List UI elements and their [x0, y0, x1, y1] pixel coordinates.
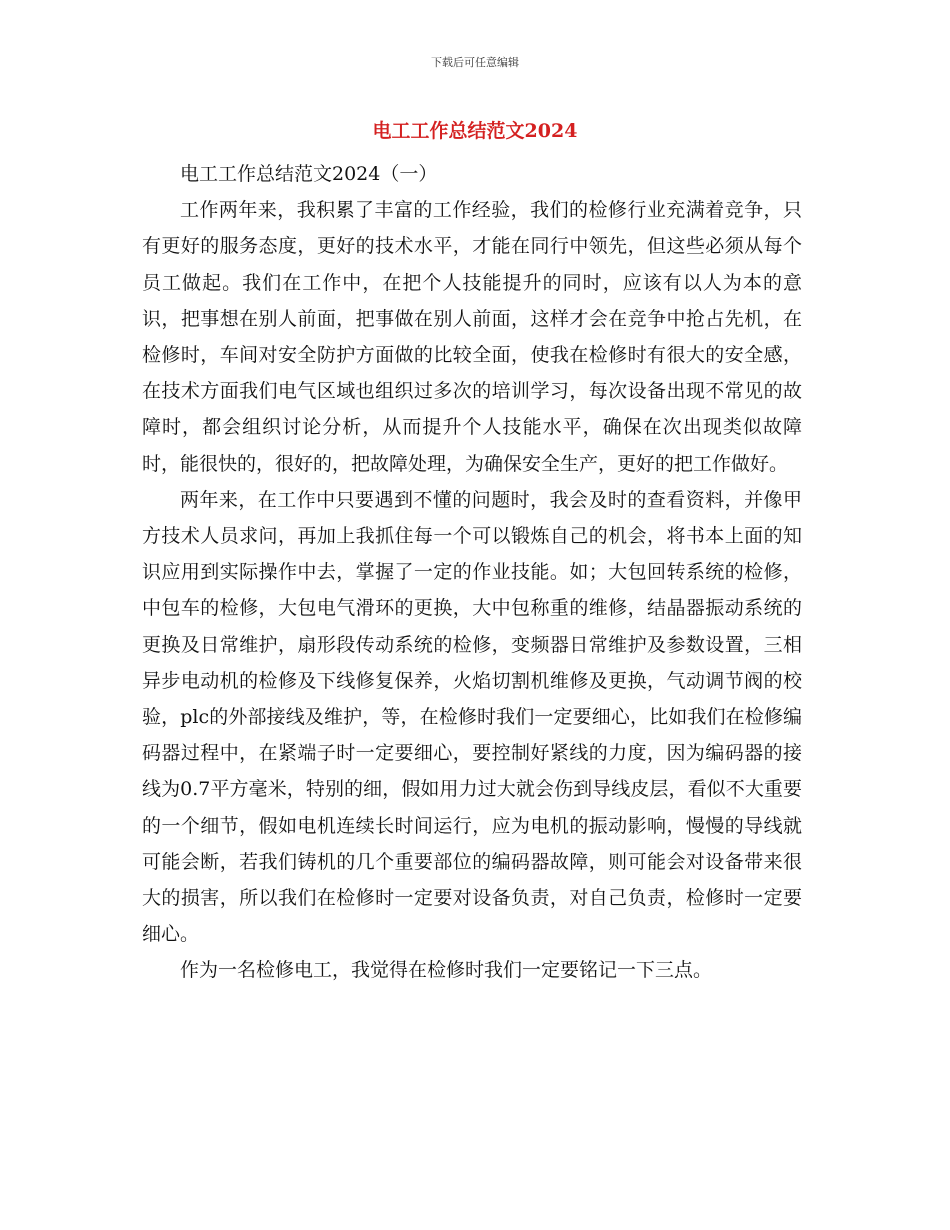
document-body [142, 156, 802, 989]
paragraph-2: 两年来，在工作中只要遇到不懂的问题时，我会及时的查看资料，并像甲方技术人员求问，再加上我抓住每一个可以锻炼自己的机会，将书本上面的知识应用到实际操作中去，掌握了一定的作业技能。如；大包回转系统的检修，中包车的检修，大包电气滑环的更换，大中包称重的维修，结晶器振动系统的更换及日常维护，扇形段传动系统的检修，变频器日常维护及参数设置，三相异步电动机的检修及下线修复保养，火焰切割机维修及更换，气动调节阀的校验，plc的外部接线及维护，等，在检修时我们一定要细心，比如我们在检修编码器过程中，在紧端子时一定要细心，要控制好紧线的力度，因为编码器的接线为0.7平方毫米，特别的细，假如用力过大就会伤到导线皮层，看似不大重要的一个细节，假如电机连续长时间运行，应为电机的振动影响，慢慢的导线就可能会断，若我们铸机的几个重要部位的编码器故障，则可能会对设备带来很大的损害，所以我们在检修时一定要对设备负责，对自己负责，检修时一定要细心。 [142, 488, 802, 946]
page-header: 下载后可任意编辑 [431, 56, 519, 69]
section-heading: 电工工作总结范文2024（一） [180, 163, 438, 185]
document-title: 电工工作总结范文2024 [372, 120, 578, 142]
paragraph-3: 作为一名检修电工，我觉得在检修时我们一定要铭记一下三点。 [180, 959, 713, 982]
paragraph-1: 工作两年来，我积累了丰富的工作经验，我们的检修行业充满着竞争，只有更好的服务态度，更好的技术水平，才能在同行中领先，但这些必须从每个员工做起。我们在工作中，在把个人技能提升的同时，应该有以人为本的意识，把事想在别人前面，把事做在别人前面，这样才会在竞争中抢占先机，在检修时，车间对安全防护方面做的比较全面，使我在检修时有很大的安全感，在技术方面我们电气区域也组织过多次的培训学习，每次设备出现不常见的故障时，都会组织讨论分析，从而提升个人技能水平，确保在次出现类似故障时，能很快的，很好的，把故障处理，为确保安全生产，更好的把工作做好。 [142, 199, 802, 475]
